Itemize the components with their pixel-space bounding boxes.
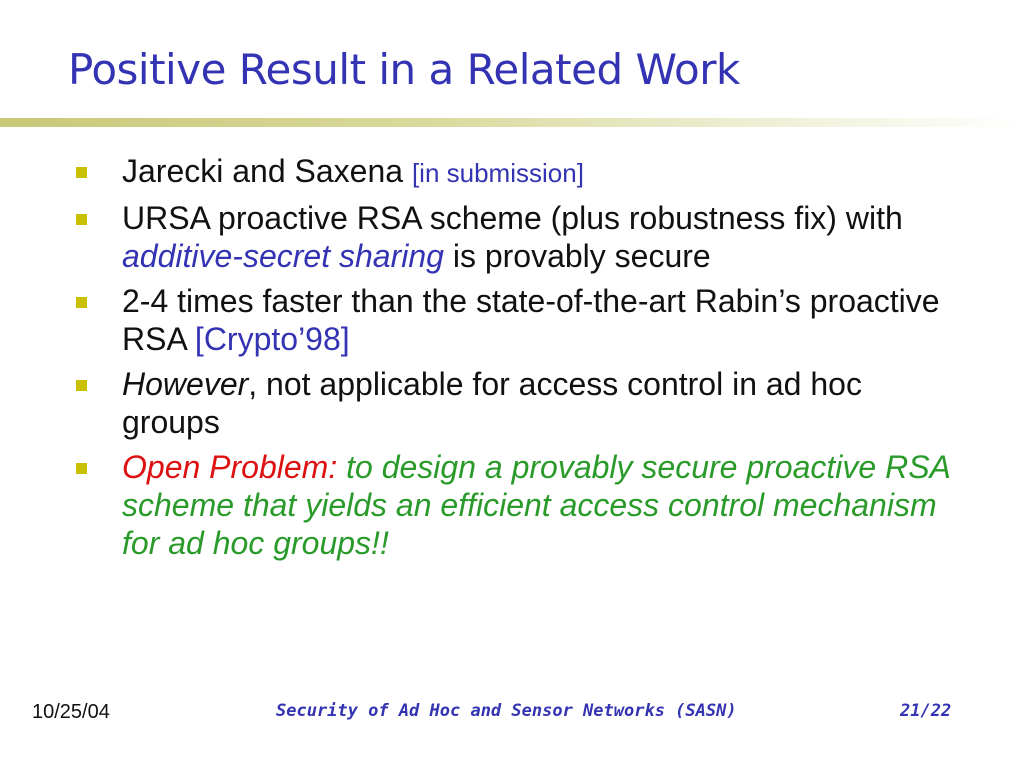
- bullet-item: [0, 448, 1024, 562]
- bullet-text: 2-4 times faster than the state-of-the-art Rabin’s proactive RSA: [122, 283, 940, 357]
- bullet-list: [0, 152, 1024, 562]
- title-rule: [0, 118, 1024, 127]
- reference-tag: [in submission]: [411, 158, 584, 188]
- bullet-text: Jarecki and Saxena: [122, 153, 404, 189]
- square-bullet-icon: [76, 380, 87, 391]
- square-bullet-icon: [76, 297, 87, 308]
- footer-date: 10/25/04: [32, 701, 110, 723]
- bullet-item: [0, 199, 1024, 275]
- bullet-text: URSA proactive RSA scheme (plus robustness fix) with: [122, 200, 903, 236]
- bullet-text: , not applicable for access control in ad hoc groups: [122, 366, 862, 440]
- bullet-item: [0, 152, 1024, 192]
- emphasis-word: However: [122, 366, 249, 402]
- reference-tag: [Crypto’98]: [194, 321, 350, 357]
- open-problem-label: Open Problem:: [122, 449, 338, 485]
- square-bullet-icon: [76, 167, 87, 178]
- open-problem-text: to design a provably secure proactive RSA scheme that yields an efficient access control mechanism for ad hoc groups!!: [122, 449, 950, 561]
- bullet-item: [0, 282, 1024, 358]
- bullet-item: [0, 365, 1024, 441]
- footer-page-number: 21/22: [900, 701, 952, 721]
- square-bullet-icon: [76, 463, 87, 474]
- bullet-text: is provably secure: [452, 238, 711, 274]
- emphasis-term: additive-secret sharing: [122, 238, 444, 274]
- slide-title: Positive Result in a Related Work: [68, 45, 740, 94]
- square-bullet-icon: [76, 214, 87, 225]
- footer-course-title: Security of Ad Hoc and Sensor Networks (SASN): [276, 701, 737, 721]
